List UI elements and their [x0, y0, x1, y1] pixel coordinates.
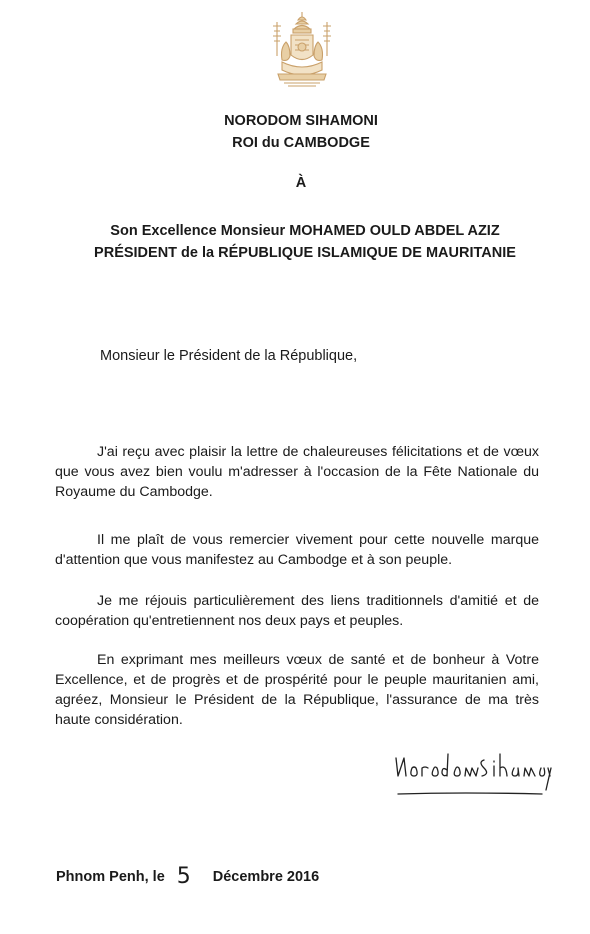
recipient-line-2: PRÉSIDENT de la RÉPUBLIQUE ISLAMIQUE DE MAURITANIE: [94, 245, 516, 261]
body-paragraph-3: Je me réjouis particulièrement des liens traditionnels d'amitié et de coopération qu'entretiennent nos deux pays et peuples.: [55, 593, 539, 630]
date-place: Phnom Penh, le: [56, 869, 165, 885]
sender-block: [6, 110, 590, 154]
body-paragraph-1: J'ai reçu avec plaisir la lettre de chaleureuses félicitations et de vœux que vous avez bien voulu m'adresser à l'occasion de la Fête Nationale du Royaume du Cambodge.: [55, 444, 539, 501]
sender-title: ROI du CAMBODGE: [232, 135, 370, 151]
salutation: Monsieur le Président de la République,: [100, 348, 358, 364]
date-month-year: Décembre 2016: [212, 869, 320, 885]
royal-signature: [392, 746, 554, 802]
recipient-line-1: Son Excellence Monsieur MOHAMED OULD ABDEL AZIZ: [110, 223, 500, 239]
date-line: [56, 866, 319, 888]
body-paragraph-2: Il me plaît de vous remercier vivement pour cette nouvelle marque d'attention que vous manifestez au Cambodge et à son peuple.: [55, 532, 539, 569]
sender-name: NORODOM SIHAMONI: [224, 113, 378, 129]
royal-coat-of-arms-icon: [268, 10, 336, 88]
addressee-prefix: À: [295, 175, 307, 191]
recipient-block: [10, 220, 590, 264]
body-paragraph-4: En exprimant mes meilleurs vœux de santé et de bonheur à Votre Excellence, et de progrès et de prospérité pour le peuple mauritanien ami, agréez, Monsieur le Président de la République, l'assurance de ma très haute considération.: [55, 652, 539, 729]
date-day: 5: [176, 864, 191, 889]
